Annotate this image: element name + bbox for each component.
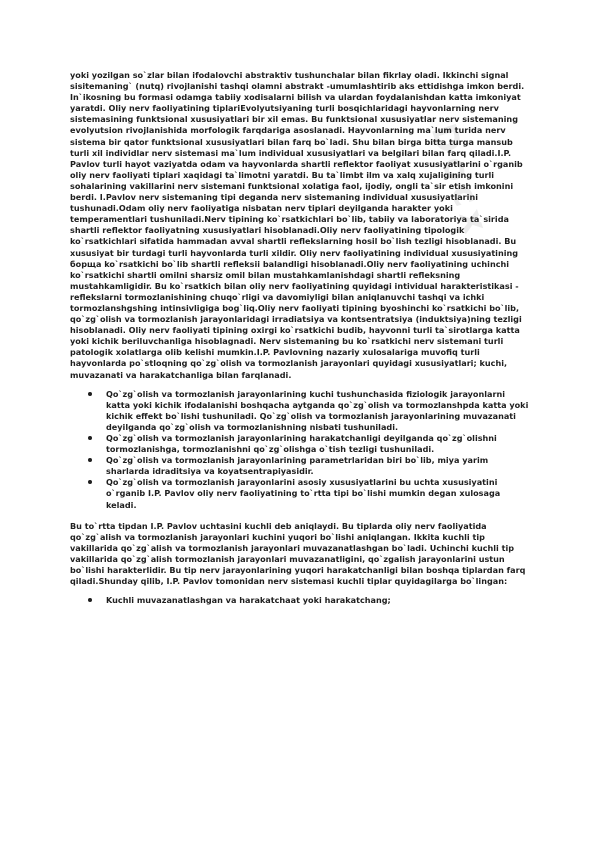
list-item xyxy=(106,389,530,433)
bullet-icon xyxy=(88,598,92,602)
list-item-text: Qo`zg`olish va tormozlanish jarayonlarining kuchi tushunchasida fiziologik jarayonlarni katta yoki kichik ifodalanishi boshqacha aytganda qo`zg`olish va tormozlanshpda katta yoki kichik effekt bo`lishi tushuniladi. Qo`zg`olish va tormozlanish jarayonlarining muvazanati deyilganda qo`zg`olish va tormozlanishning nisbati tushuniladi. xyxy=(106,388,529,432)
bullet-list xyxy=(70,389,530,511)
list-item-text: Kuchli muvazanatlashgan va harakatchaat yoki harakatchang; xyxy=(106,595,391,606)
bullet-icon xyxy=(88,480,92,484)
bullet-icon xyxy=(88,436,92,440)
bullet-icon xyxy=(88,392,92,396)
list-item-text: Qo`zg`olish va tormozlanish jarayonlarining harakatchanligi deyilganda qo`zg`olishni tormozlanishga, tormozlanishni qo`zg`olishga o`tish tezligi tushuniladi. xyxy=(106,433,497,455)
list-item xyxy=(106,455,530,477)
list-item-text: Qo`zg`olish va tormozlanish jarayonlarining parametrlaridan biri bo`lib, miya yarim sharlarda idraditsiya va koyatsentrapiyasidir. xyxy=(106,455,489,477)
list-item-text: Qo`zg`olish va tormozlanish jarayonlarini asosiy xususiyatlarini bu uchta xususiyatini o`rganib I.P. Pavlov oliy nerv faoliyatining to`rtta tipi bo`lishi mumkin degan xulosaga keladi. xyxy=(106,477,501,510)
bullet-list xyxy=(70,595,530,606)
watermark: Docx xyxy=(422,119,498,244)
body-paragraph: yoki yozilgan so`zlar bilan ifodalovchi abstraktiv tushunchalar bilan fikrlay oladi. Ikkinchi signal sisitemaning` (nutq) rivojlanishi tashqi olamni abstrakt -umumlashtirib aks ettidishga imkon berdi. In`ikosning bu formasi odamga tabiiy xodisalarni bilish va ulardan foydalanishdan katta imkoniyat yaratdi. Oliy nerv faoliyatining tiplariEvolyutsiyaning turli bosqichlaridagi hayvonlarning nerv sistemasining funktsional xususiyatlari bir xil emas. Bu funktsional xususiyatlar nerv sistemaning evolyutsion rivojlanishida morfologik farqdariga asoslanadi. Hayvonlarning ma`lum turida nerv sistema bir qator funktsional xususiyatlari bilan farq bo`ladi. Shu bilan birga bitta turga mansub turli xil individlar nerv sistemasi ma`lum individual xususiyatlari va belgilari bilan farq qiladi.I.P. Pavlov turli hayot vaziyatda odam va hayvonlarda shartli reflektor faoliyat xususiyatlarini o`rganib oliy nerv faoliyati tiplari xaqidagi ta`limotni yaratdi. Bu ta`limbt ilm va xalq xujaligining turli sohalarining vakillarini nerv sistemani funktsional xolatiga faol, ijodiy, ongli ta`sir etish imkonini berdi. I.Pavlov nerv sistemaning tipi deganda nerv sistemaning individual xususiyatlarini tushunadi.Odam oliy nerv faoliyatiga nisbatan nerv tiplari deyilganda harakter yoki temperamentlari tushuniladi.Nerv tipining ko`rsatkichlari bo`lib, tabiiy va laboratoriya ta`sirida shartli reflektor faoliyatning xususiyatlari hisoblanadi.Oliy nerv faoliyatining tipologik ko`rsatkichlari sifatida hammadan avval shartli reflekslarning hosil bo`lish tezligi hisoblanadi. Bu xususiyat bir turdagi turli hayvonlarda turli xildir. Oliy nerv faoliyatining individual xususiyatining борща ko`rsatkichi bo`lib shartli refleksii balandligi hisoblanadi.Oliy nerv faoliyatining uchinchi ko`rsatkichi shartli omilni sharsiz omil bilan mustahkamlanishdagi shartli refleksning mustahkamligidir. Bu ko`rsatkich bilan oliy nerv faoliyatining quyidagi intividual harakteristikasi - reflekslarni tormozlanishining chuqo`rligi va davomiyligi bilan aniqlanuvchi tashqi va ichki tormozlanshgshing intinsivligiga bog`liq.Oliy nerv faoliyati tipining byoshinchi ko`rsatkichi bo`lib, qo`zg`olish va tormozlanish jarayonlaridagi irradiatsiya va kontsentratsiya (induktsiya)ning tezligi hisoblanadi. Oliy nerv faoliyati tipining oxirgi ko`rsatkichi budib, hayvonni turli ta`sirotlarga katta yoki kichik beriluvchanliga hisoblagnadi. Nerv sistemaning bu ko`rsatkichi nerv sistemani turli patologik xolatlarga olib kelishi mumkin.I.P. Pavlovning nazariy xulosalariga muvofiq turli hayvonlarda po`stloqning qo`zg`olish va tormozlanish jarayonlari quyidagi xususiyatlari; kuchi, muvazanati va harakatchanliga bilan farqlanadi. xyxy=(70,70,525,380)
list-item xyxy=(106,433,530,455)
body-paragraph: Bu to`rtta tipdan I.P. Pavlov uchtasini kuchli deb aniqlaydi. Bu tiplarda oliy nerv faoliyatida qo`zg`alish va tormozlanish jarayonlari kuchini yuqori bo`lishi aniqlangan. Ikkita kuchli tip vakillarida qo`zg`alish va tormozlanish jarayonlari muvazanatlashgan bo`ladi. Uchinchi kuchli tip vakillarida qo`zg`alish tormozlanish jarayonlari muvazanatligini, qo`zgalish jarayonlarini ustun bo`lishi harakterlidir. Bu tip nerv jarayonlarining yuqori harakatchanligi bilan boshqa tiplardan farq qiladi.Shunday qilib, I.P. Pavlov tomonidan nerv sistemasi kuchli tiplar quyidagilarga bo`lingan: xyxy=(70,520,526,587)
list-item xyxy=(106,477,530,510)
document-body xyxy=(70,70,530,616)
bullet-icon xyxy=(88,458,92,462)
list-item xyxy=(106,595,530,606)
